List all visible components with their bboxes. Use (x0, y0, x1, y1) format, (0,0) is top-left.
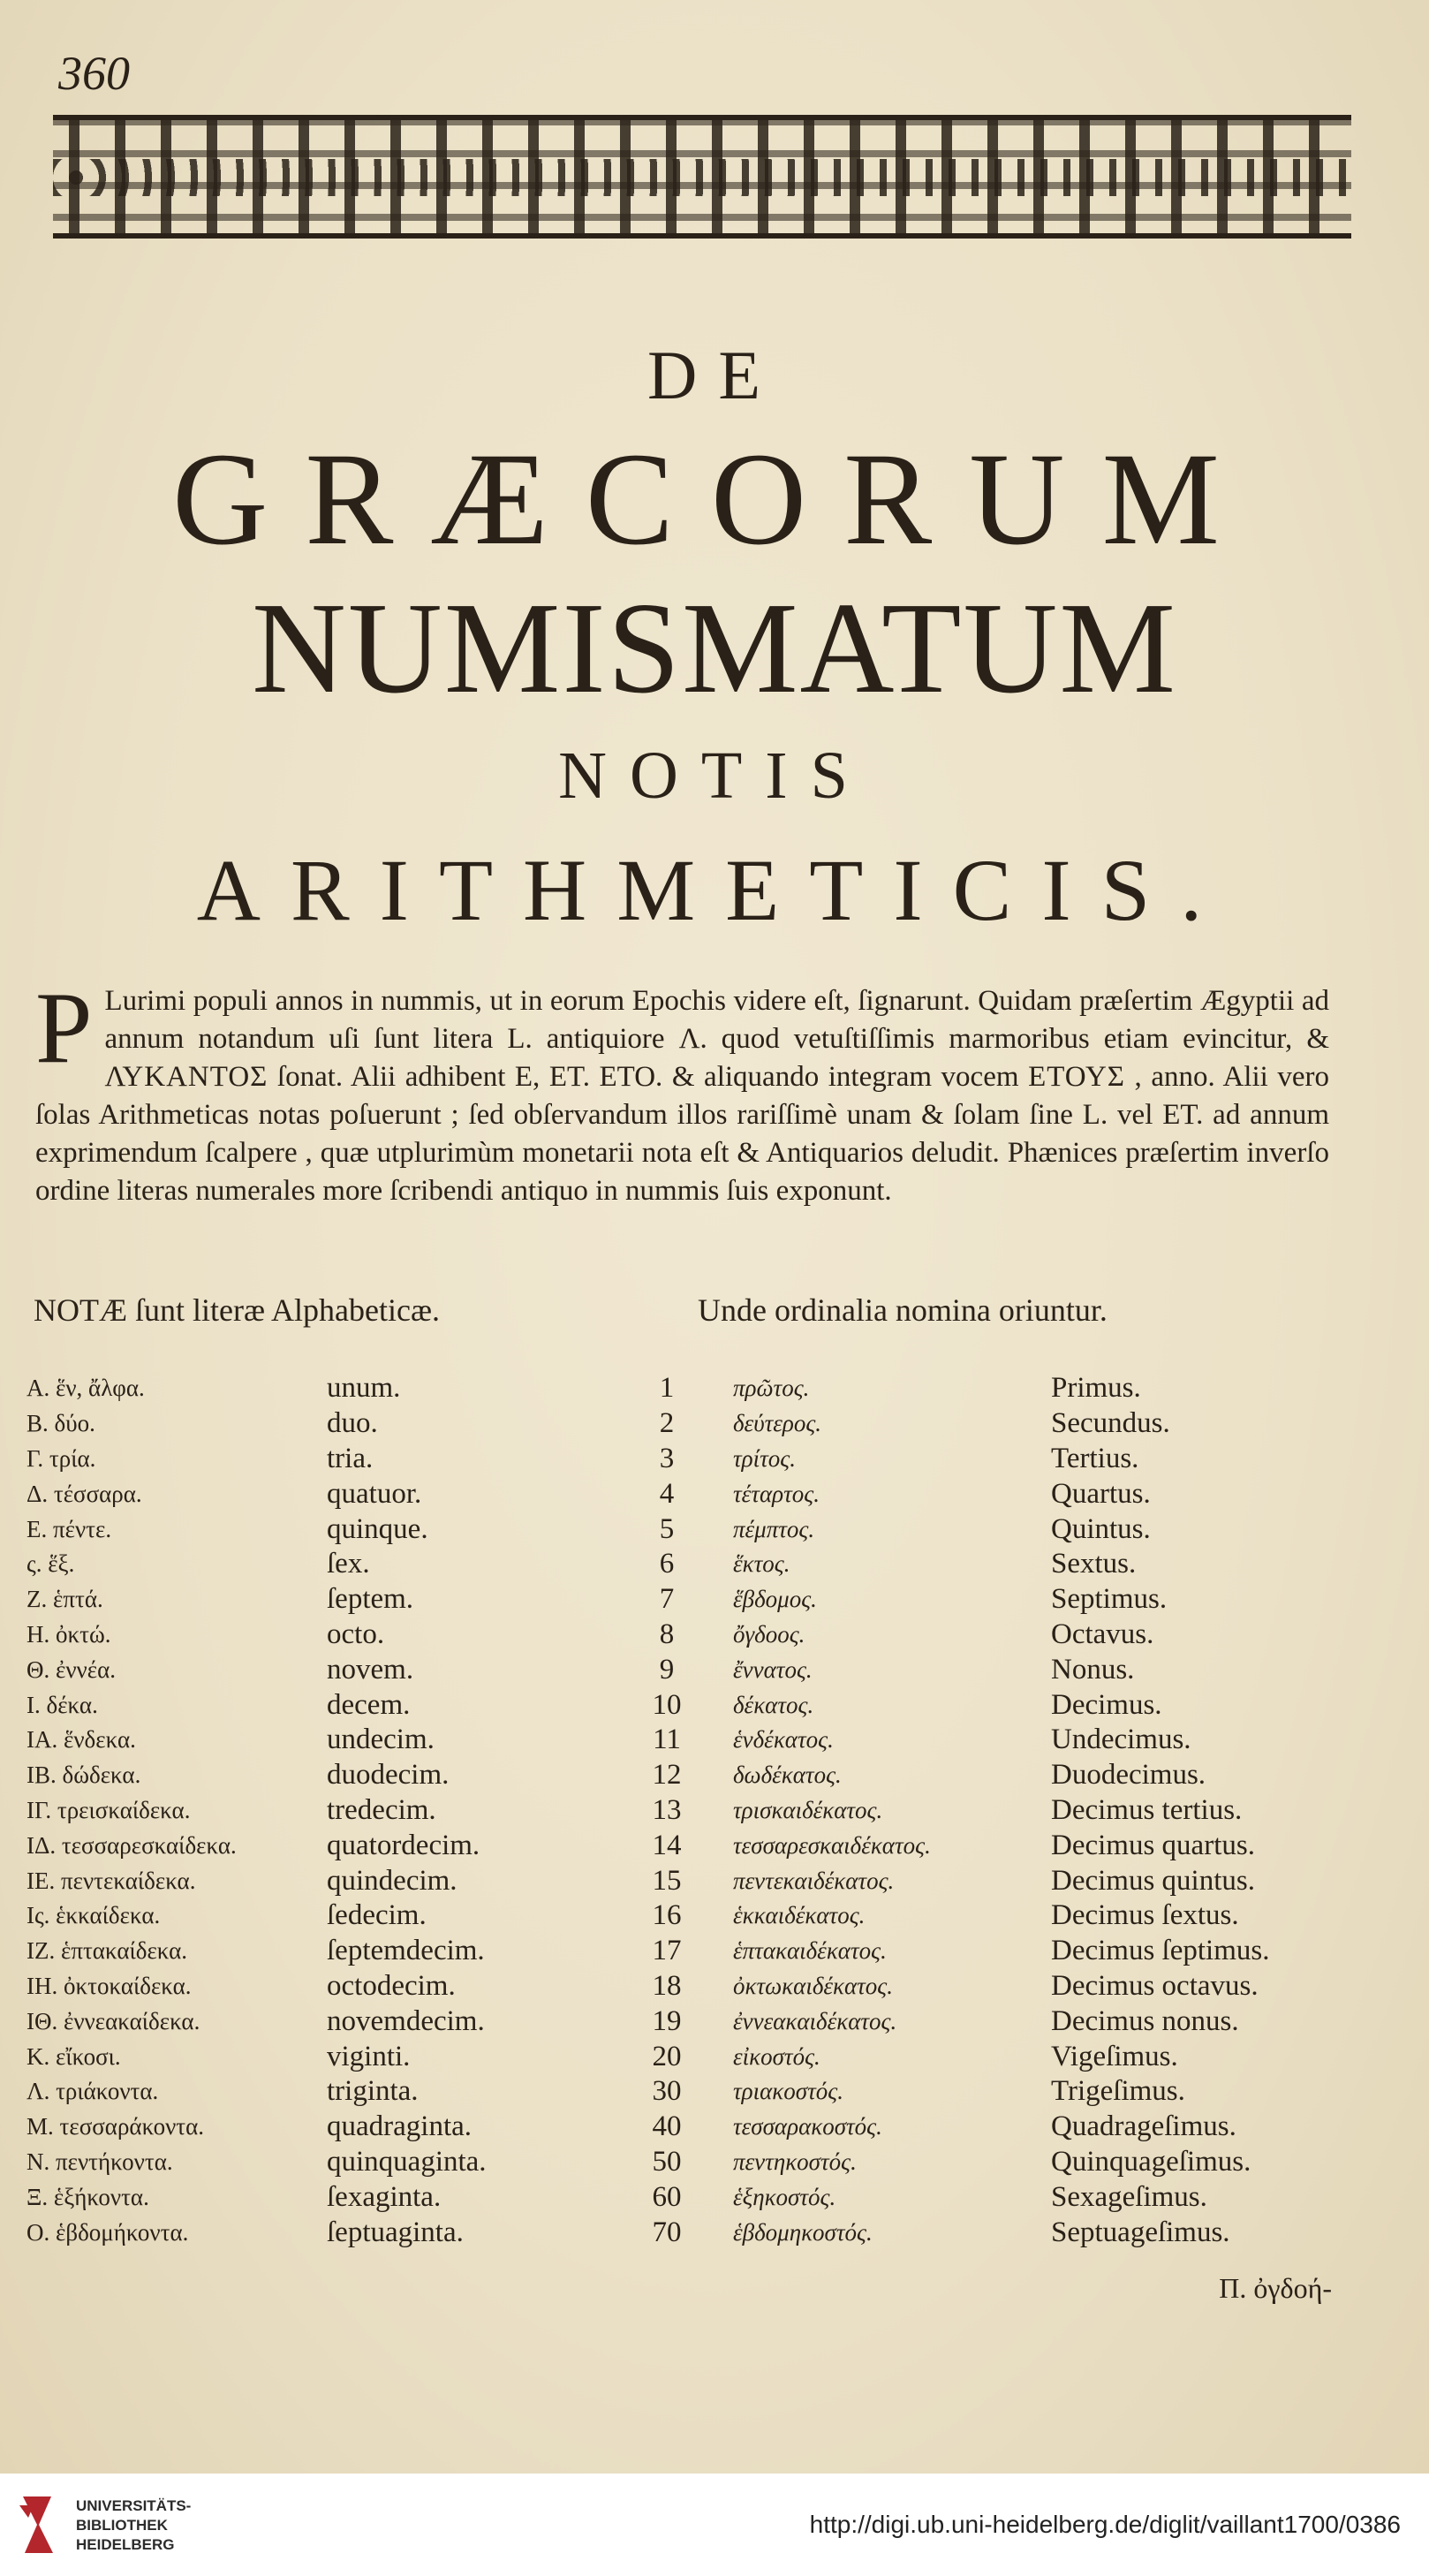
latin-ordinal: Decimus ſeptimus. (1051, 1935, 1270, 1967)
table-row (26, 1371, 1342, 1406)
latin-ordinal: Decimus quartus. (1051, 1829, 1255, 1861)
latin-cardinal: unum. (327, 1372, 401, 1405)
latin-cardinal: tredecim. (327, 1793, 436, 1826)
latin-ordinal: Tertius. (1051, 1442, 1139, 1474)
table-row (26, 1582, 1342, 1618)
latin-cardinal: novem. (327, 1653, 414, 1686)
table-row (26, 1969, 1342, 2004)
greek-numeral: Λ. τριάκοντα. (26, 2078, 159, 2105)
latin-cardinal: octodecim. (327, 1969, 456, 2002)
intro-text-1: Lurimi populi annos in nummis, ut in eorum Epochis videre eſt, ſignarunt. Quidam præſertim Ægyptii ad annum notandum uſi ſunt litera L. antiquiore Λ. quod vetuſtiſſimis marmoribus etiam evincitur, & (104, 985, 1329, 1055)
library-logo-text (76, 2496, 191, 2555)
latin-ordinal: Secundus. (1051, 1407, 1170, 1440)
latin-ordinal: Decimus ſextus. (1051, 1899, 1239, 1932)
greek-numeral: ΙΓ. τρεισκαίδεκα. (26, 1796, 191, 1823)
greek-ordinal: δέκατος. (733, 1691, 814, 1718)
title-line-de: DE (647, 337, 782, 413)
greek-ordinal: ὄγδοος. (733, 1620, 805, 1648)
numerals-table-body (26, 1371, 1342, 2250)
greek-ordinal: δωδέκατος. (733, 1762, 842, 1789)
greek-numeral: ΙΕ. πεντεκαίδεκα. (26, 1867, 196, 1894)
greek-numeral: ς. ἕξ. (26, 1550, 75, 1578)
arabic-digit: 13 (652, 1793, 682, 1826)
latin-ordinal: Undecimus. (1051, 1724, 1191, 1756)
latin-cardinal: quinque. (327, 1512, 428, 1545)
latin-cardinal: quatuor. (327, 1477, 422, 1510)
latin-cardinal: decem. (327, 1688, 411, 1721)
greek-numeral: ΙΖ. ἑπτακαίδεκα. (26, 1937, 188, 1965)
greek-numeral: Δ. τέσσαρα. (26, 1480, 142, 1507)
greek-ordinal: τρισκαιδέκατος. (733, 1796, 883, 1823)
logo-line-1: UNIVERSITÄTS- (76, 2497, 192, 2514)
greek-ordinal: πέμπτος. (733, 1515, 815, 1542)
greek-numeral: Μ. τεσσαράκοντα. (26, 2113, 205, 2140)
arabic-digit: 11 (653, 1724, 681, 1756)
decorative-header-ornament (53, 115, 1351, 239)
arabic-digit: 15 (652, 1864, 682, 1897)
numerals-table (26, 1371, 1342, 2250)
table-row (26, 2215, 1342, 2250)
latin-ordinal: Decimus. (1051, 1688, 1162, 1721)
arabic-digit: 6 (659, 1548, 675, 1580)
latin-cardinal: viginti. (327, 2040, 411, 2072)
title-line-graecorum: GRÆCORUM (172, 426, 1257, 572)
table-row (26, 1406, 1342, 1442)
greek-ordinal: ἐννεακαιδέκατος. (733, 2007, 897, 2034)
greek-ordinal: ἕκτος. (733, 1550, 790, 1578)
latin-cardinal: ſedecim. (327, 1899, 427, 1932)
greek-numeral: Θ. ἐννέα. (26, 1655, 116, 1683)
table-row (26, 2145, 1342, 2180)
latin-cardinal: tria. (327, 1442, 374, 1474)
latin-cardinal: novemdecim. (327, 2004, 485, 2037)
latin-ordinal: Quinquageſimus. (1051, 2145, 1251, 2178)
latin-cardinal: triginta. (327, 2075, 419, 2108)
title-line-arithmeticis: ARITHMETICIS. (196, 841, 1233, 939)
latin-ordinal: Septuageſimus. (1051, 2216, 1230, 2248)
arabic-digit: 3 (659, 1442, 675, 1474)
intro-paragraph (35, 972, 1329, 1210)
greek-numeral: ΙΗ. ὀκτοκαίδεκα. (26, 1972, 192, 1999)
greek-numeral: ΙΒ. δώδεκα. (26, 1762, 141, 1789)
greek-ordinal: δεύτερος. (733, 1410, 822, 1437)
greek-numeral: Ζ. ἑπτά. (26, 1586, 103, 1613)
greek-ordinal: ἕβδομος. (733, 1586, 817, 1613)
catchword: Π. ὀγδοή- (1219, 2272, 1332, 2304)
table-row (26, 1687, 1342, 1723)
table-row (26, 1723, 1342, 1758)
greek-ordinal: ἑνδέκατος. (733, 1726, 834, 1754)
greek-ordinal: ἔννατος. (733, 1655, 813, 1683)
table-row (26, 1512, 1342, 1547)
latin-cardinal: ſex. (327, 1548, 370, 1580)
arabic-digit: 50 (652, 2145, 682, 2178)
latin-cardinal: octo. (327, 1618, 385, 1650)
left-column-heading: NOTÆ ſunt literæ Alphabeticæ. (34, 1292, 440, 1328)
arabic-digit: 14 (652, 1829, 682, 1861)
arabic-digit: 8 (659, 1618, 675, 1650)
latin-ordinal: Trigeſimus. (1051, 2075, 1185, 2108)
arabic-digit: 10 (652, 1688, 682, 1721)
library-logo-icon (16, 2491, 60, 2558)
table-row (26, 2074, 1342, 2110)
greek-numeral: Α. ἕν, ἄλφα. (26, 1375, 145, 1402)
arabic-digit: 20 (652, 2040, 682, 2072)
intro-text-2: ſonat. Alii adhibent Ε, ΕΤ. ΕΤΟ. & aliquando integram vocem (268, 1061, 1029, 1093)
table-row (26, 1828, 1342, 1863)
table-row (26, 2179, 1342, 2215)
greek-ordinal: τρίτος. (733, 1444, 796, 1472)
latin-cardinal: quadraginta. (327, 2110, 473, 2143)
greek-ordinal: ἑκκαιδέκατος. (733, 1902, 866, 1929)
arabic-digit: 19 (652, 2004, 682, 2037)
arabic-digit: 2 (659, 1407, 675, 1440)
arabic-digit: 17 (652, 1935, 682, 1967)
greek-numeral: Ξ. ἑξήκοντα. (26, 2183, 149, 2210)
table-row (26, 1898, 1342, 1934)
latin-ordinal: Sextus. (1051, 1548, 1137, 1580)
latin-ordinal: Duodecimus. (1051, 1759, 1206, 1792)
arabic-digit: 7 (659, 1583, 675, 1616)
logo-line-2: BIBLIOTHEK (76, 2517, 168, 2534)
latin-cardinal: quindecim. (327, 1864, 457, 1897)
drop-cap: P (35, 972, 93, 1085)
right-column-heading: Unde ordinalia nomina oriuntur. (698, 1292, 1108, 1328)
logo-line-3: HEIDELBERG (76, 2536, 175, 2553)
latin-ordinal: Decimus tertius. (1051, 1793, 1243, 1826)
greek-numeral: Ο. ἑβδομήκοντα. (26, 2218, 189, 2246)
greek-ordinal: ἑξηκοστός. (733, 2183, 836, 2210)
library-footer (0, 2474, 1429, 2576)
latin-ordinal: Quadrageſimus. (1051, 2110, 1236, 2143)
greek-ordinal: τέταρτος. (733, 1480, 820, 1507)
arabic-digit: 1 (659, 1372, 675, 1405)
table-row (26, 1652, 1342, 1687)
intro-greek-word-2: ΕΤΟΥΣ (1028, 1061, 1126, 1093)
table-row (26, 1793, 1342, 1829)
latin-cardinal: quinquaginta. (327, 2145, 487, 2178)
latin-cardinal: ſeptuaginta. (327, 2216, 464, 2248)
latin-ordinal: Sexageſimus. (1051, 2180, 1207, 2213)
table-row (26, 1442, 1342, 1477)
source-url[interactable]: http://digi.ub.uni-heidelberg.de/diglit/vaillant1700/0386 (809, 2511, 1401, 2538)
latin-ordinal: Nonus. (1051, 1653, 1135, 1686)
title-line-notis: NOTIS (558, 739, 871, 813)
latin-ordinal: Decimus nonus. (1051, 2004, 1239, 2037)
latin-cardinal: ſeptem. (327, 1583, 414, 1616)
greek-ordinal: τεσσαρεσκαιδέκατος. (733, 1831, 931, 1859)
greek-numeral: Ις. ἑκκαίδεκα. (26, 1902, 161, 1929)
greek-ordinal: ἑπτακαιδέκατος. (733, 1937, 887, 1965)
arabic-digit: 16 (652, 1899, 682, 1932)
greek-numeral: Β. δύο. (26, 1410, 95, 1437)
greek-ordinal: τεσσαρακοστός. (733, 2113, 882, 2140)
table-row (26, 2110, 1342, 2145)
table-row (26, 1934, 1342, 1969)
intro-text-3: , anno. Alii vero ſolas Arithmeticas notas poſuerunt ; ſed obſervandum illos rariſſimè unam & ſolam ſine L. vel ΕΤ. ad annum exprimendum ſcalpere , quæ utplurimùm monetarii nota eſt & Antiquarios deludit. Phænices præſertim inverſo ordine literas numerales more ſcribendi antiquo in nummis ſuis exponunt. (35, 1061, 1329, 1207)
greek-numeral: Ι. δέκα. (26, 1691, 98, 1718)
arabic-digit: 4 (659, 1477, 675, 1510)
latin-ordinal: Vigeſimus. (1051, 2040, 1178, 2072)
table-row (26, 1476, 1342, 1512)
greek-ordinal: εἰκοστός. (733, 2042, 820, 2070)
arabic-digit: 40 (652, 2110, 682, 2143)
greek-numeral: ΙΑ. ἕνδεκα. (26, 1726, 136, 1754)
latin-ordinal: Quartus. (1051, 1477, 1151, 1510)
greek-numeral: Ε. πέντε. (26, 1515, 112, 1542)
arabic-digit: 12 (652, 1759, 682, 1792)
greek-numeral: ΙΔ. τεσσαρεσκαίδεκα. (26, 1831, 237, 1859)
greek-numeral: Κ. εἴκοσι. (26, 2042, 121, 2070)
table-row (26, 2039, 1342, 2074)
table-row (26, 1618, 1342, 1653)
table-row (26, 1758, 1342, 1793)
greek-numeral: Η. ὀκτώ. (26, 1620, 111, 1648)
latin-ordinal: Septimus. (1051, 1583, 1168, 1616)
greek-ordinal: τριακοστός. (733, 2078, 843, 2105)
greek-ordinal: πρῶτος. (733, 1375, 810, 1402)
greek-ordinal: πεντηκοστός. (733, 2148, 857, 2175)
latin-ordinal: Octavus. (1051, 1618, 1154, 1650)
latin-cardinal: duo. (327, 1407, 378, 1440)
arabic-digit: 70 (652, 2216, 682, 2248)
page-number: 360 (58, 47, 130, 100)
latin-cardinal: ſeptemdecim. (327, 1935, 485, 1967)
greek-numeral: Γ. τρία. (26, 1444, 96, 1472)
greek-numeral: ΙΘ. ἐννεακαίδεκα. (26, 2007, 200, 2034)
latin-cardinal: duodecim. (327, 1759, 450, 1792)
arabic-digit: 9 (659, 1653, 675, 1686)
intro-greek-word-1: ΛΥΚΑΝΤΟΣ (104, 1061, 268, 1093)
greek-ordinal: ὀκτωκαιδέκατος. (733, 1972, 894, 1999)
greek-ordinal: ἑβδομηκοστός. (733, 2218, 873, 2246)
latin-ordinal: Decimus octavus. (1051, 1969, 1259, 2002)
table-row (26, 2004, 1342, 2039)
greek-ordinal: πεντεκαιδέκατος. (733, 1867, 895, 1894)
title-line-numismatum: NUMISMATUM (252, 576, 1177, 721)
table-row (26, 1547, 1342, 1582)
table-row (26, 1863, 1342, 1898)
arabic-digit: 30 (652, 2075, 682, 2108)
latin-cardinal: quatordecim. (327, 1829, 480, 1861)
arabic-digit: 5 (659, 1512, 675, 1545)
greek-numeral: Ν. πεντήκοντα. (26, 2148, 173, 2175)
latin-cardinal: undecim. (327, 1724, 435, 1756)
ornament-band (53, 159, 1351, 196)
arabic-digit: 18 (652, 1969, 682, 2002)
latin-ordinal: Primus. (1051, 1372, 1141, 1405)
latin-cardinal: ſexaginta. (327, 2180, 442, 2213)
latin-ordinal: Decimus quintus. (1051, 1864, 1255, 1897)
latin-ordinal: Quintus. (1051, 1512, 1151, 1545)
arabic-digit: 60 (652, 2180, 682, 2213)
